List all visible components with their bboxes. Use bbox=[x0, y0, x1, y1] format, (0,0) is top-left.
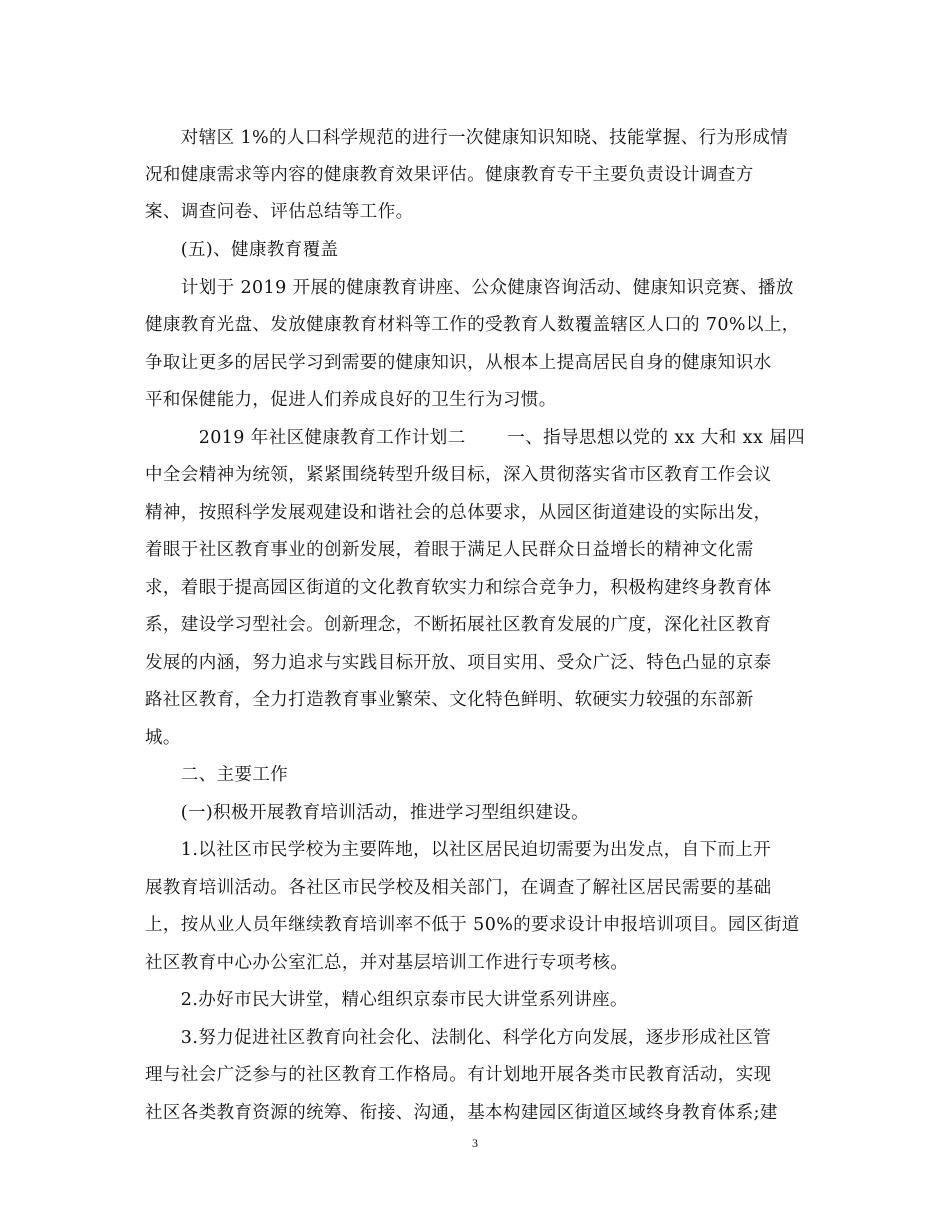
text-line: 社区教育中心办公室汇总，并对基层培训工作进行专项考核。 bbox=[145, 953, 629, 973]
text-line: 计划于 2019 开展的健康教育讲座、公众健康咨询活动、健康知识竞赛、播放 bbox=[145, 278, 794, 298]
section-heading: (五)、健康教育覆盖 bbox=[145, 240, 339, 260]
text-line: 况和健康需求等内容的健康教育效果评估。健康教育专干主要负责设计调查方 bbox=[145, 165, 754, 185]
text-line: 精神，按照科学发展观建设和谐社会的总体要求，从园区街道建设的实际出发， bbox=[145, 503, 772, 523]
text-line: 城。 bbox=[145, 728, 181, 748]
text-line: 案、调查问卷、评估总结等工作。 bbox=[145, 202, 414, 222]
text-line: 对辖区 1%的人口科学规范的进行一次健康知识知晓、技能掌握、行为形成情 bbox=[145, 128, 789, 148]
text-line: 2.办好市民大讲堂，精心组织京泰市民大讲堂系列讲座。 bbox=[145, 990, 628, 1010]
section-heading: 二、主要工作 bbox=[145, 765, 289, 785]
text-line: 理与社会广泛参与的社区教育工作格局。有计划地开展各类市民教育活动，实现 bbox=[145, 1065, 772, 1085]
page-number: 3 bbox=[472, 1136, 478, 1150]
text-line: 展教育培训活动。各社区市民学校及相关部门，在调查了解社区居民需要的基础 bbox=[145, 878, 772, 898]
text-line: 2019 年社区健康教育工作计划二 一、指导思想以党的 xx 大和 xx 届四 bbox=[145, 428, 805, 448]
text-line: 争取让更多的居民学习到需要的健康知识，从根本上提高居民自身的健康知识水 bbox=[145, 353, 772, 373]
text-line: 社区各类教育资源的统筹、衔接、沟通，基本构建园区街道区域终身教育体系;建 bbox=[145, 1103, 778, 1123]
text-line: 系，建设学习型社会。创新理念，不断拓展社区教育发展的广度，深化社区教育 bbox=[145, 615, 772, 635]
text-line: 着眼于社区教育事业的创新发展，着眼于满足人民群众日益增长的精神文化需 bbox=[145, 540, 754, 560]
text-line: 上，按从业人员年继续教育培训率不低于 50%的要求设计申报培训项目。园区街道 bbox=[145, 915, 800, 935]
text-line: 健康教育光盘、发放健康教育材料等工作的受教育人数覆盖辖区人口的 70%以上， bbox=[145, 315, 800, 335]
text-line: 发展的内涵，努力追求与实践目标开放、项目实用、受众广泛、特色凸显的京泰 bbox=[145, 653, 772, 673]
text-line: 路社区教育，全力打造教育事业繁荣、文化特色鲜明、软硬实力较强的东部新 bbox=[145, 690, 754, 710]
text-line: 中全会精神为统领，紧紧围绕转型升级目标，深入贯彻落实省市区教育工作会议 bbox=[145, 465, 772, 485]
text-line: 1.以社区市民学校为主要阵地，以社区居民迫切需要为出发点，自下而上开 bbox=[145, 840, 772, 860]
text-line: 平和保健能力，促进人们养成良好的卫生行为习惯。 bbox=[145, 390, 557, 410]
text-line: 求，着眼于提高园区街道的文化教育软实力和综合竞争力，积极构建终身教育体 bbox=[145, 578, 772, 598]
text-line: 3.努力促进社区教育向社会化、法制化、科学化方向发展，逐步形成社区管 bbox=[145, 1028, 772, 1048]
subsection-heading: (一)积极开展教育培训活动，推进学习型组织建设。 bbox=[145, 803, 590, 823]
